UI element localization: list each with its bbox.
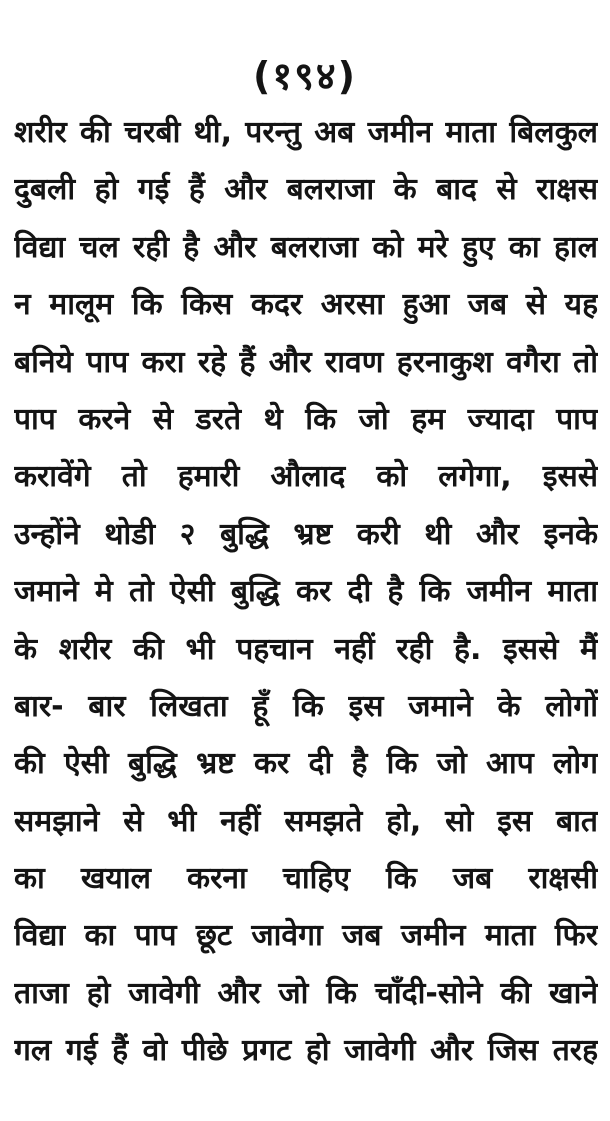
text-line-10: के शरीर की भी पहचान नहीं रही है. इससे मैं — [14, 631, 598, 667]
text-line-4: न मालूम कि किस कदर अरसा हुआ जब से यह — [14, 287, 598, 323]
text-line-15: विद्या का पाप छूट जावेगा जब जमीन माता फिर — [14, 918, 598, 954]
text-line-14: का खयाल करना चाहिए कि जब राक्षसी — [14, 861, 598, 897]
text-line-1: शरीर की चरबी थी, परन्तु अब जमीन माता बिलकुल — [14, 115, 598, 150]
text-line-5: बनिये पाप करा रहे हैं और रावण हरनाकुश वगैरा तो — [14, 344, 598, 380]
body-text — [14, 104, 598, 1080]
text-line-3: विद्या चल रही है और बलराजा को मरे हुए का हाल — [14, 229, 598, 265]
text-line-13: समझाने से भी नहीं समझते हो, सो इस बात — [14, 803, 598, 839]
page-number: (१९४) — [252, 54, 357, 98]
text-line-8: उन्होंने थोडी २ बुद्धि भ्रष्ट करी थी और इनके — [14, 516, 598, 552]
text-line-2: दुबली हो गई हैं और बलराजा के बाद से राक्षस — [14, 172, 598, 208]
text-line-11: बार- बार लिखता हूँ कि इस जमाने के लोगों — [14, 688, 598, 724]
text-line-17: गल गई हैं वो पीछे प्रगट हो जावेगी और जिस तरह — [14, 1033, 598, 1069]
text-line-9: जमाने मे तो ऐसी बुद्धि कर दी है कि जमीन माता — [14, 574, 598, 610]
text-line-7: करावेंगे तो हमारी औलाद को लगेगा, इससे — [14, 459, 598, 495]
text-line-6: पाप करने से डरते थे कि जो हम ज्यादा पाप — [14, 401, 598, 437]
text-line-12: की ऐसी बुद्धि भ्रष्ट कर दी है कि जो आप लोग — [14, 746, 598, 782]
text-line-16: ताजा हो जावेगी और जो कि चाँदी-सोने की खाने — [14, 975, 598, 1011]
